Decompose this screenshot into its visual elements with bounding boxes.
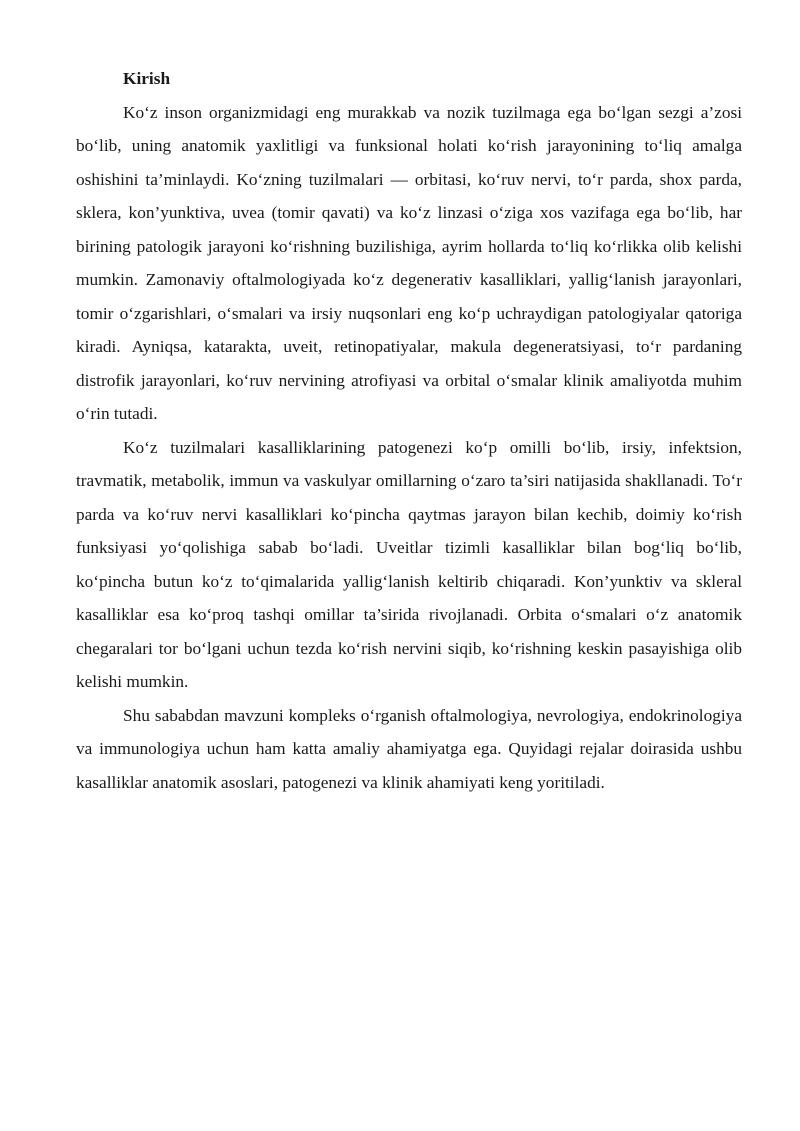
document-body bbox=[76, 62, 742, 799]
section-heading: Kirish bbox=[123, 69, 171, 88]
paragraph-3: Shu sababdan mavzuni kompleks o‘rganish oftalmologiya, nevrologiya, endokrinologiya va immunologiya uchun ham katta amaliy ahamiyatga ega. Quyidagi rejalar doirasida ushbu kasalliklar anatomik asoslari, patogenezi va klinik ahamiyati keng yoritiladi. bbox=[76, 705, 742, 792]
paragraph-2: Ko‘z tuzilmalari kasalliklarining patogenezi ko‘p omilli bo‘lib, irsiy, infektsion, travmatik, metabolik, immun va vaskulyar omillarning o‘zaro ta’siri natijasida shakllanadi. To‘r parda va ko‘ruv nervi kasalliklari ko‘pincha qaytmas jarayon bilan kechib, doimiy ko‘rish funksiyasi yo‘qolishiga sabab bo‘ladi. Uveitlar tizimli kasalliklar bilan bog‘liq bo‘lib, ko‘pincha butun ko‘z to‘qimalarida yallig‘lanish keltirib chiqaradi. Kon’yunktiv va skleral kasalliklar esa ko‘proq tashqi omillar ta’sirida rivojlanadi. Orbita o‘smalari o‘z anatomik chegaralari tor bo‘lgani uchun tezda ko‘rish nervini siqib, ko‘rishning keskin pasayishiga olib kelishi mumkin. bbox=[76, 437, 742, 691]
paragraph-1: Ko‘z inson organizmidagi eng murakkab va nozik tuzilmaga ega bo‘lgan sezgi a’zosi bo‘lib, uning anatomik yaxlitligi va funksional holati ko‘rish jarayonining to‘liq amalga oshishini ta’minlaydi. Ko‘zning tuzilmalari — orbitasi, ko‘ruv nervi, to‘r parda, shox parda, sklera, kon’yunktiva, uvea (tomir qavati) va ko‘z linzasi o‘ziga xos vazifaga ega bo‘lib, har birining patologik jarayoni ko‘rishning buzilishiga, ayrim hollarda to‘liq ko‘rlikka olib kelishi mumkin. Zamonaviy oftalmologiyada ko‘z degenerativ kasalliklari, yallig‘lanish jarayonlari, tomir o‘zgarishlari, o‘smalari va irsiy nuqsonlari eng ko‘p uchraydigan patologiyalar qatoriga kiradi. Ayniqsa, katarakta, uveit, retinopatiyalar, makula degeneratsiyasi, to‘r pardaning distrofik jarayonlari, ko‘ruv nervining atrofiyasi va orbital o‘smalar klinik amaliyotda muhim o‘rin tutadi. bbox=[76, 102, 742, 423]
